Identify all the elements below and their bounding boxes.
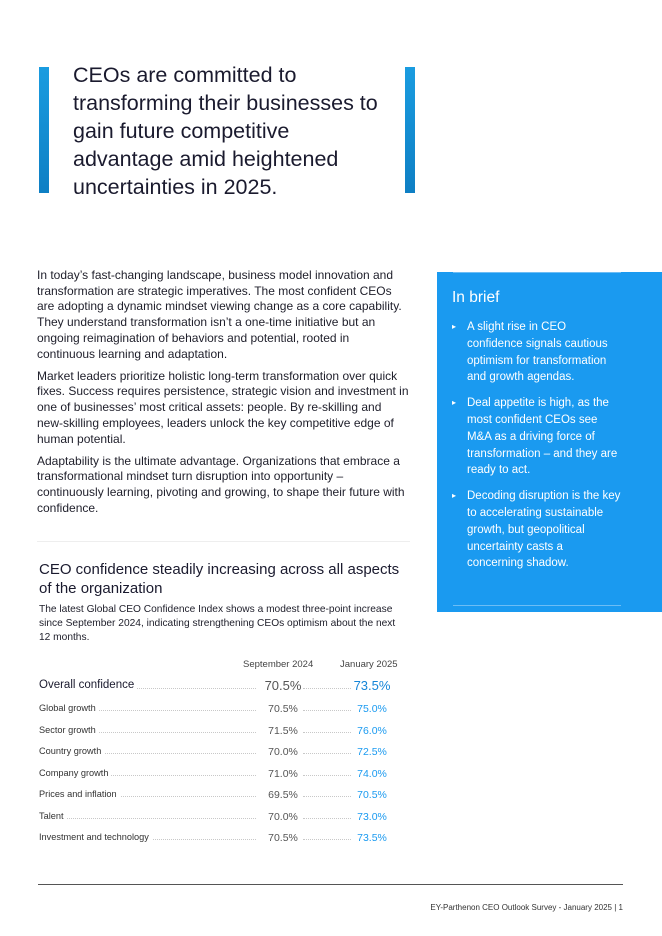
chart-subtitle: The latest Global CEO Confidence Index shows a modest three-point increase since September 2024, indicating strengthening CEOs optimism about the next 12 months. bbox=[39, 604, 396, 643]
value-jan-2025: 70.5% bbox=[357, 789, 387, 801]
leader-dots bbox=[303, 710, 351, 711]
row-label: Company growth bbox=[39, 768, 111, 778]
table-row bbox=[39, 700, 399, 718]
leader-dots bbox=[303, 839, 351, 840]
value-sep-2024: 70.5% bbox=[268, 703, 298, 715]
hero-headline: CEOs are committed to transforming their businesses to gain future competitive advantage amid heightened uncertainties in 2025. bbox=[73, 63, 378, 199]
table-row bbox=[39, 743, 399, 761]
page-number: 1 bbox=[618, 903, 623, 912]
brief-list bbox=[452, 319, 622, 581]
bullet-arrow-icon: ▸ bbox=[452, 491, 457, 501]
column-header-september: September 2024 bbox=[243, 659, 314, 670]
intro-text bbox=[37, 268, 410, 523]
brief-item-text: A slight rise in CEO confidence signals cautious optimism for transformation and growth agendas. bbox=[467, 321, 608, 384]
row-label: Global growth bbox=[39, 703, 99, 713]
table-row bbox=[39, 765, 399, 783]
chart-title: CEO confidence steadily increasing across all aspects of the organization bbox=[39, 561, 400, 597]
hero-callout bbox=[39, 63, 415, 199]
value-sep-2024: 70.5% bbox=[268, 832, 298, 844]
value-jan-2025: 73.5% bbox=[357, 832, 387, 844]
leader-dots bbox=[303, 732, 351, 733]
bullet-arrow-icon: ▸ bbox=[452, 322, 457, 331]
brief-item bbox=[452, 319, 622, 386]
brief-item bbox=[452, 395, 622, 479]
in-brief-panel bbox=[437, 272, 662, 612]
leader-dots bbox=[41, 818, 256, 819]
table-row bbox=[39, 808, 399, 826]
table-row bbox=[39, 786, 399, 804]
leader-dots bbox=[303, 818, 351, 819]
row-label: Country growth bbox=[39, 746, 104, 756]
footer-separator: | bbox=[614, 903, 617, 912]
value-jan-2025: 73.0% bbox=[357, 811, 387, 823]
value-sep-2024: 70.5% bbox=[264, 678, 302, 693]
value-jan-2025: 74.0% bbox=[357, 768, 387, 780]
hero-accent-bar-right bbox=[405, 67, 415, 193]
brief-item bbox=[452, 488, 622, 572]
intro-paragraph: Market leaders prioritize holistic long-term transformation over quick fixes. Success requires persistence, strategic vision and investment in one of businesses’ most critical assets: people. By re-skilling and new-skilling employees, leaders unlock the key competitive edge of human potential. bbox=[37, 368, 409, 446]
brief-item-text: Deal appetite is high, as the most confident CEOs see M&A as a driving force of transformation – and they are ready to act. bbox=[467, 397, 618, 477]
intro-paragraph: In today’s fast-changing landscape, business model innovation and transformation are strategic imperatives. The most confident CEOs are adopting a dynamic mindset viewing change as a core capability. They understand transformation isn’t a one-time initiative but an ongoing reimagination of behaviors and potential, rooted in continuous learning and adaptation. bbox=[37, 268, 402, 361]
value-sep-2024: 70.0% bbox=[268, 811, 298, 823]
row-label: Investment and technology bbox=[39, 832, 152, 842]
table-row bbox=[39, 722, 399, 740]
bullet-arrow-icon: ▸ bbox=[452, 398, 457, 408]
leader-dots bbox=[303, 688, 351, 689]
intro-paragraph: Adaptability is the ultimate advantage. Organizations that embrace a transformational mindset turn disruption into opportunity – continuously learning, pivoting and growing, to shape their future with confidence. bbox=[37, 453, 405, 515]
value-jan-2025: 73.5% bbox=[353, 678, 391, 693]
row-label: Overall confidence bbox=[39, 679, 137, 691]
value-sep-2024: 71.0% bbox=[268, 768, 298, 780]
column-header-january: January 2025 bbox=[340, 659, 398, 670]
brief-item-text: Decoding disruption is the key to accelerating sustainable growth, but geopolitical uncertainty casts a concerning shadow. bbox=[467, 490, 621, 570]
leader-dots bbox=[303, 775, 351, 776]
value-sep-2024: 70.0% bbox=[268, 746, 298, 758]
row-label: Prices and inflation bbox=[39, 789, 120, 799]
leader-dots bbox=[303, 753, 351, 754]
page-footer bbox=[430, 903, 623, 912]
footer-rule bbox=[38, 884, 623, 885]
value-jan-2025: 72.5% bbox=[357, 746, 387, 758]
brief-top-rule bbox=[453, 272, 621, 273]
row-label: Talent bbox=[39, 811, 67, 821]
footer-text: EY-Parthenon CEO Outlook Survey - January 2025 bbox=[430, 903, 612, 912]
value-sep-2024: 71.5% bbox=[268, 725, 298, 737]
brief-bottom-rule bbox=[453, 605, 621, 606]
hero-accent-bar-left bbox=[39, 67, 49, 193]
value-jan-2025: 76.0% bbox=[357, 725, 387, 737]
brief-title: In brief bbox=[452, 289, 500, 306]
row-label: Sector growth bbox=[39, 725, 99, 735]
leader-dots bbox=[303, 796, 351, 797]
value-jan-2025: 75.0% bbox=[357, 703, 387, 715]
table-row-overall bbox=[39, 678, 399, 696]
section-divider bbox=[37, 541, 410, 542]
value-sep-2024: 69.5% bbox=[268, 789, 298, 801]
table-row bbox=[39, 829, 399, 847]
